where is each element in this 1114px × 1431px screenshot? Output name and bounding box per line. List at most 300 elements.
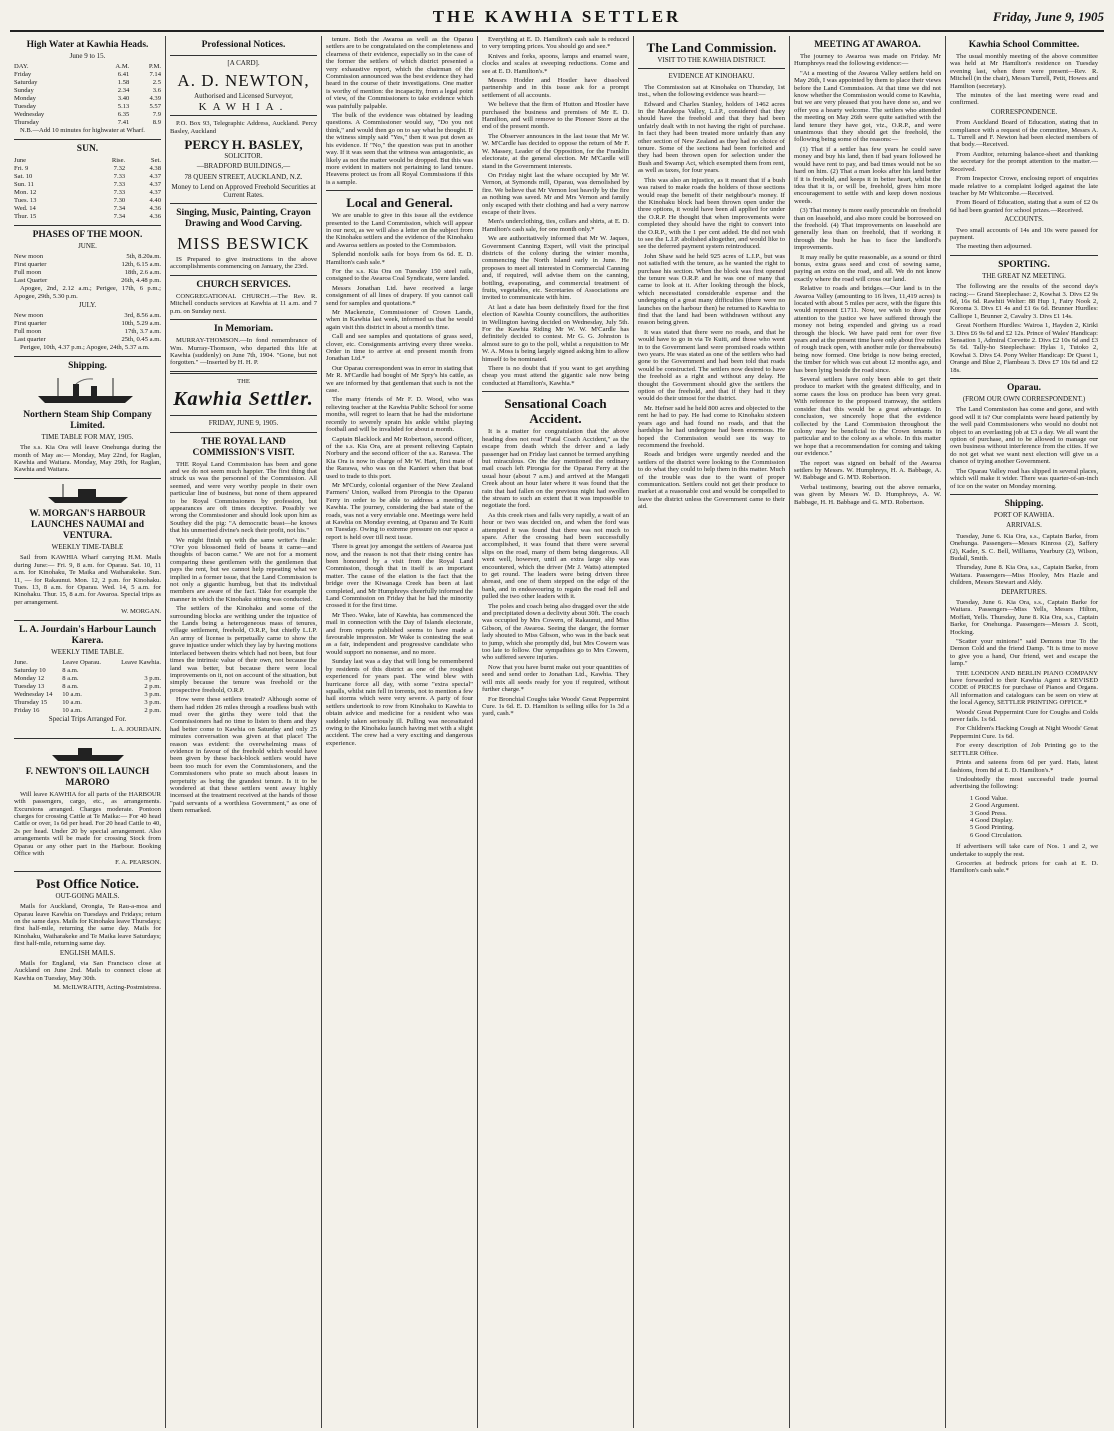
sun-rise: 7.33 [113,188,126,196]
tide-am: 2.34 [117,87,130,95]
jourdain-day: Wednesday 14 [14,690,53,698]
tide-day: Wednesday [14,111,45,119]
news-item: Sunday last was a day that will long be remembered by residents of this district as one of the roughest experienced for years past. The wind blew with hurricane force all day, with some "extra special" squalls, whilst rain fell in torrents, not to mention a few hail storms which were very severe. A party of four settlers undertook to row from Kinohaku to Kawhia to obtain advice and medicine for a resident who was suddenly taken seriously ill. Pulling was necessitated owing to the Kinohaku launch having met with a slight accident. The crew had a very exciting and dangerous experience. [326,658,473,747]
list-item: 4 Good Display. [970,816,1013,824]
article-paragraph: The meeting then adjourned. [956,243,1032,251]
jourdain-leave-kawhia: 2 p.m. [144,682,161,690]
article-paragraph: The usual monthly meeting of the above committee was held at Mr Hamilton's residence on Tuesday evening last, when there were present—Rev. R. Mitchell (in the chair), Messrs Turrell, Petit, Howes and Hamilton (secretary). [950,53,1098,90]
table-row [14,213,161,221]
oparau-heading: Oparau. [1006,383,1042,394]
sun-date: Sat. 10 [14,172,33,180]
article-paragraph: Verbal testimony, bearing out the above remarks, was given by Messrs W. D. Humphreys, A. W. Babbage, H. H. Babbage and G. M'D. Robertson. [794,483,941,506]
divider [14,225,161,226]
kinohaku-evidence-heading: EVIDENCE AT KINOHAKU. [668,72,755,81]
tide-pm: 7.9 [152,111,161,119]
basley-address: P.O. Box 93, Telegraphic Address, Auckland. Percy Basley, Auckland [170,120,317,135]
table-row [14,691,161,699]
jourdain-header-row [14,659,161,667]
divider [14,871,161,872]
table-row [14,189,161,197]
jourdain-leave-oparau: 8 a.m. [62,682,79,690]
tide-am: 1.58 [117,79,130,87]
jourdain-day: Saturday 10 [14,666,46,674]
table-row [14,675,161,683]
moon-july-note: Perigee, 10th, 4.37 p.m.; Apogee, 24th, 5.37 a.m. [20,344,150,352]
dateline: FRIDAY, JUNE 9, 1905. [208,419,279,428]
post-office-signature: M. McILWRAITH, Acting-Postmistress. [53,984,161,992]
news-item: Mr M'Curdy, colonial organiser of the New Zealand Farmers' Union, walked from Pirongia to the Oparau Ferry in order to be able to address a meeting at Kawhia. The journey, considering the bad state of the roads, was not a very enviable one. Meetings were held at Kawhia on Monday evening, at Oparau and Te Kuiti on Tuesday. Owing to extreme pressure on our space a report is held over till next issue. [326,481,473,541]
jourdain-day: Thursday 15 [14,698,48,706]
article-paragraph: Relative to roads and bridges.—Our land is in the Awaroa Valley (amounting to 16 lives, 11,419 acres) is located with about 5 miles per acre, with the figure this would represent £1711. Now, we wish to draw your attention to the justice we have suffered through the money not being expended and giving us a road through the block. We have paid rent for over five years and at the present time have only about five miles of rough track open, with another mile (or thereabouts) being now formed. One bridge is now being erected, the timber for which was cut about 12 months ago, and has been lying beside the road since. [794,285,941,374]
nameplate: Kawhia Settler. [173,388,314,411]
tide-am: 7.41 [117,119,130,127]
advertising-list [950,795,1098,839]
news-item: For Bronchial Coughs take Woods' Great Peppermint Cure. 1s 6d. E. D. Hamilton is selling silks for 1s 3d a yard, cash.* [482,695,629,718]
moon-heading: PHASES OF THE MOON. [32,229,143,240]
jourdain-signature: L. A. JOURDAIN. [111,726,161,734]
article-paragraph: The report was signed on behalf of the Awaroa settlers by Messrs. W. Humphreys, H. A. Babbage, A. W. Babbage and G. M'D. Robertson. [794,459,941,482]
divider [14,738,161,739]
article-paragraph: Edward and Charles Stanley, holders of 1462 acres in the Marakopa Valley, L.I.P., considered that they should have the freehold and that they had been unfairly dealt with in not having the right of purchase. In fact they had been treated more unfairly than any other section of New Zealand as they had no choice of tenure. Some of the sections had been forfeited and they had been thrown open for selection under the Bush and Swamp Act, which exempted them from rent, as well as taxes, for four years. [638,100,785,175]
list-item: 6 Good Circulation. [970,831,1023,839]
sun-date: Sun. 11 [14,180,34,188]
local-general-heading: Local and General. [346,195,453,211]
advertisement: If advertisers will take care of Nos. 1 and 2, we undertake to supply the rest. [950,843,1098,858]
sun-table [14,157,161,221]
article-paragraph: The Land Commission has come and gone, and with good will it is? Our complaints were heard patiently by the well paid Commissioners who would no doubt not object to an everlasting job at £3 a day. We all want the option of purchase, and to be allowed to manage our own business without interference from the cities. If we do not get what we want next election will give us a chance of trying another Government. [950,406,1098,466]
advertisement: For Children's Hacking Cough at Night Woods' Great Peppermint Cure. 1s 6d. [950,725,1098,740]
launch-icon [43,483,133,505]
nss-body: The s.s. Kia Ora will leave Onehunga during the month of May as:— Monday, May 22nd, for Raglan, Kawhia and Waitara. Monday, May 29th, for Raglan, Kawhia and Waitara. [14,444,161,474]
tide-am: 6.35 [117,111,130,119]
article-paragraph: From Board of Education, stating that a sum of £2 0s 6d had been granted for school prizes.—Received. [950,199,1098,214]
newton-role: Authorised and Licensed Surveyor, [194,92,293,101]
moon-june-label: JUNE. [78,241,97,250]
column-4 [478,36,634,1428]
correspondence-heading: CORRESPONDENCE. [990,107,1058,116]
sun-rise: 7.34 [113,212,126,220]
article-paragraph: From Auckland Board of Education, stating that in compliance with a request of the committee, Messrs A. L. Turrell and F. Newton had been elected members of that body.—Received. [950,119,1098,149]
basley-role: SOLICITOR. [224,152,263,161]
newton-launch-body: Will leave KAWHIA for all parts of the HARBOUR with passengers, cargo, etc., as arrangements. Excursions arranged. Charges moderate. Pontoon charges for crossing Cattle at Te Maika:— For 40 head Cattle or over, 1s 6d per head. For 20 head Cattle to 40, 2s per head. Under 20 by special arrangement. Also arrangements will be made for crossing Stock from Oparau or any other part in the Harbour. Booking Office with [14,790,161,857]
memoriam-body: MURRAY-THOMSON.—In fond remembrance of Wm. Murray-Thomson, who departed this life at Kawhia (suddenly) on June 7th, 1904. "Gone, but not forgotten." —Inserted by H. H. P. [170,337,317,367]
moon-phase: Last Quarter [14,277,48,285]
table-row [14,205,161,213]
article-paragraph: From Inspector Crowe, enclosing report of enquiries made relative to a complaint lodged against the late teacher by Mr Whitcombe.—Received. [950,175,1098,197]
tide-col-pm: P.M. [148,63,161,71]
list-item: 2 Good Argument. [970,802,1020,810]
tide-am: 3.40 [117,95,130,103]
table-row [14,699,161,707]
tide-table [14,63,161,127]
column-6 [790,36,946,1428]
post-office-subheading: OUT-GOING MAILS. [55,891,120,900]
masthead-title: THE KAWHIA SETTLER [432,7,682,26]
table-row [14,683,161,691]
newton-launch-heading: F. NEWTON'S OIL LAUNCH MARORO [25,766,150,788]
news-item: There is no doubt that if you want to get anything cheap you must attend the gigantic sale now being conducted at Hamilton's, Kawhia.* [482,365,629,387]
news-item: At last a date has been definitely fixed for the first election of Kawhia County councillors, the authorities in Wellington having decided on Wednesday, July 5th. For the Kawhia Riding Mr W. W. M'Cardle has definitely decided to contest. Mr G. G. Johnston is almost sure to go to the poll, whilst a requisition to Mr W. A. Moss is being largely signed asking him to allow himself to be nominated. [482,303,629,363]
table-row [14,87,161,95]
card-label: [A CARD]. [227,59,260,67]
tide-am: 6.41 [117,71,130,79]
article-paragraph: Thursday, June 8. Kia Ora, s.s., Captain Barke, from Waitara. Passengers—Miss Hooley, Mrs Hazle and children, Messrs Stewart and Aldy. [950,564,1098,587]
advertisement: Undoubtedly the most successful trade journal advertising the following: [950,775,1098,791]
article-paragraph: John Shaw said he held 925 acres of L.I.P., but was not satisfied with the tenure, as he wanted the right to purchase his section. When the block was first opened the tenure was O.R.P. and he was one of many that came to look at it. After looking through the block, which necessitated considerable expense and the undergoing of a great many difficulties (there were no launches on the harbour then) he returned to Kawhia to find that the land had been withdrawn without any reason being given. [638,252,785,327]
news-item: On Friday night last the whare occupied by Mr W. Vernon, at Symonds mill, Oparau, was demolished by fire. We believe that Mr Vernon lost heavily by the fire as nothing was saved. Mr and Mrs Vernon and family only escaped with their clothing and had a very narrow escape of their lives. [482,171,629,216]
sun-heading: SUN. [76,143,99,154]
moon-phase: Full moon [14,269,42,277]
news-item: We are unable to give in this issue all the evidence presented to the Land Commission, which will appear in our next, as we will also a letter on the subject from the Kinohaku settlers and the evidence of the Kinohaku and Awaroa settlers as posted to the Commission. [326,212,473,249]
professional-notices-heading: Professional Notices. [201,40,286,50]
news-item: Mr Mackenzie, Commissioner of Crown Lands, when in Kawhia last week, informed us that he would again visit this district in about a month's time. [326,309,473,331]
shipping-news-heading: Shipping. [1004,498,1044,509]
moon-phase: New moon [14,312,44,320]
oil-launch-icon [48,743,128,763]
post-office-heading: Post Office Notice. [36,875,139,891]
article-paragraph: Roads and bridges were urgently needed and the settlers of the district were looking to the Commission to do what they could to help them in this matter. Much of the trouble was due to the want of proper communication. Settlers could not get their produce to market at a reasonable cost and would be compelled to leave the district unless the Government came to their aid. [638,451,785,511]
tide-pm: 2.5 [152,79,161,87]
news-item: Men's underclothing, ties, collars and shirts, at E. D. Hamilton's cash sale, for one month only.* [482,218,629,233]
beswick-body: IS Prepared to give instructions in the above accomplishments commencing on January, the 23rd. [170,256,317,271]
tide-heading: High Water at Kawhia Heads. [26,40,149,50]
divider [950,378,1098,379]
tide-day: Tuesday [14,103,37,111]
church-heading: CHURCH SERVICES. [196,279,291,290]
jourdain-col: June. [14,658,28,666]
article-paragraph: As this creek rises and falls very rapidly, a wait of an hour or two was decided on, and when the ford was attempted it was found that there was not much to spare. After the crossing had been successfully accomplished, it was found that there were several slips on the road, many of them being dangerous. All went well, however, until an extra large slip was encountered, which the driver (Mr J. Watts) attempted to get round. The leaders were being driven three abreast, and one of them stepped on the edge of the bank, and in endeavouring to regain the road fell and pulled the two other leaders with it. [482,511,629,601]
table-row [14,269,161,277]
nameplate-the: THE [237,377,250,385]
sun-header-row [14,157,161,165]
list-item: 5 Good Printing. [970,824,1015,832]
moon-time: 26th, 4.48 p.m. [121,277,161,285]
moon-time: 17th, 3.7 a.m. [124,328,161,336]
table-row [14,79,161,87]
divider [14,478,161,479]
post-office-body: Mails for Auckland, Orongia, Te Rau-a-moa and Oparau leave Kawhia on Tuesdays and Fridays; return on the same days. Mails for Kinohaku leave Thursdays; first half-mile, returning the same day. Mails for Kinohaku, Waiharakeke and Te Maika leave Saturdays; first half-mile, returning same day. [14,903,161,948]
english-mails-body: Mails for England, via San Francisco close at Auckland on June 2nd. Mails to connect close at Kawhia on Tuesday, May 30th. [14,960,161,982]
news-item: Our Oparau correspondent was in error in stating that Mr R. M'Cardle had bought of Mr Spry's his cattle, as we are informed by that gentleman that such is not the case. [326,364,473,395]
jourdain-leave-kawhia: 3 p.m. [144,690,161,698]
column-5 [634,36,790,1428]
masthead [10,4,1104,32]
tide-pm: 7.14 [149,71,161,79]
divider [170,55,317,56]
divider [638,68,785,69]
table-row [14,95,161,103]
divider [170,415,317,416]
advertisement: Woods' Great Peppermint Cure for Coughs and Colds never fails. 1s 6d. [950,708,1098,724]
table-row [14,328,161,336]
leader-paragraph: We might finish up with the same writer's finale: "O'er you blossomed field of beans it came—and thoughts of bacon came." We are not for a moment comparing these gentlemen with the gentlemen that pays the rent, but we cannot help repeating what we implied in a former issue, that the Land Commission is not only a gigantic humbug, but that its individual members are aware of the fact. Take for example the manner in which the Kinohaku sitting was conducted. [170,536,317,603]
sun-col-rise: Rise. [111,156,126,164]
awaroa-meeting-heading: MEETING AT AWAROA. [814,40,921,50]
article-paragraph: It was stated that there were no roads, and that he would have to go in via Te Kuiti, and those who went in to the Government land were promised roads within two years. He was stated as one of the settlers who had gone to the Government and had been told that roads would be constructed. The settlers now desired to have the freehold as a right and without any delay. He thought the Government should give the settlers the option of the freehold, and that if they had it they would do their utmost for the district. [638,328,785,403]
jourdain-leave-oparau: 8 a.m. [62,674,79,682]
moon-phase: First quarter [14,320,47,328]
newton-name: A. D. NEWTON, [177,71,310,91]
table-row [14,173,161,181]
jourdain-leave-oparau: 10 a.m. [62,698,82,706]
divider [170,275,317,276]
sun-set: 4.40 [149,196,161,204]
article-paragraph: (3) That money is more easily procurable on freehold than on leasehold, and also more could be borrowed on the freehold. (4) That improvements on leasehold are generally less than on freehold, that if working it through the bush he has to face the landlord's improvements. [794,207,941,252]
article-paragraph: Tuesday, June 6. Kia Ora, s.s., Captain Barke, from Onehunga. Passengers—Messrs Kinross (2), Saffery (2), Kader, S. C. Bell, Williams, Yearbury (2), Wilson, Budall, Smith. [950,532,1098,562]
sun-rise: 7.33 [113,172,126,180]
moon-time: 12th, 6.15 a.m. [121,261,161,269]
morgan-signature: W. MORGAN. [121,608,161,616]
article-paragraph: The journey to Awaroa was made on Friday. Mr Humphreys read the following evidence:— [794,53,941,68]
advertisement: Prints and sateens from 6d per yard. Hats, latest fashions, from 8d at E. D. Hamilton's.* [950,759,1098,774]
article-paragraph: It is a matter for congratulation that the above heading does not read "Fatal Coach Accident," as the escape from death which the driver and a lady passenger had on Friday last cannot be termed anything but miraculous. On the day mentioned the ordinary mail coach left Pirongia for the Oparau Ferry at the usual hour (about 7 a.m.) and arrived at the Mangati Creek about an hour later where it was found that the rain that had fallen on the previous night had swollen the stream to such an extent that it was impossible to negotiate the ford. [482,428,629,510]
newton-launch-signature: F. A. PEARSON. [115,859,161,867]
moon-time: 5th, 8.20a.m. [126,253,161,261]
jourdain-day: Monday 12 [14,674,45,682]
tide-am: 5.13 [117,103,130,111]
table-row [14,320,161,328]
news-item: Mr Theo. Wake, late of Kawhia, has commenced the mail in connection with the Day of Islands electorate, and from reports published seems to have made a favourable impression. Mr Wake is contesting the seat as a fair, independent and progressive candidate who would support no nonsense, and no more. [326,611,473,656]
list-item: 3 Good Press. [970,809,1007,817]
arrivals-heading: ARRIVALS. [1006,521,1042,530]
table-row [14,312,161,320]
divider [950,255,1098,256]
beswick-card [170,234,317,254]
news-item: There is great joy amongst the settlers of Awaroa just now, and the reason is not that their rising centre has been honoured by a visit from the Royal Land Commission, though that in itself is an important matter. The cause of the elation is the fact that the bridge over the Kiwanaga Creek has been at last completed, and Mr Humphreys cheerfully informed the Land Commission on Friday that he had the minority crossed it for the first time. [326,543,473,610]
table-row [14,197,161,205]
article-paragraph: "At a meeting of the Awaroa Valley settlers held on May 26th, I was appointed by them to place their views before the Land Commission. At that time we did not know whether the Commission would come to Kawhia, but we are very pleased that you have done so, and we offer you a hearty welcome. The settlers who attended the meeting on May 26th were quite satisfied with the land tenure they have got, viz., O.R.P., and were unanimous that they should get the freehold, the following being some of the reasons:— [794,69,941,144]
table-row [14,165,161,173]
sun-set: 4.38 [149,164,161,172]
news-item: For the s.s. Kia Ora on Tuesday 150 steel rails, consigned to the Awaroa Coal Syndicate, were landed. [326,267,473,283]
column-2 [166,36,322,1428]
news-item: Messrs Jonathan Ltd. have received a large consignment of all lines of drapery. If you cannot call send for samples and quotations.* [326,284,473,307]
news-item: We believe that the firm of Hutton and Hostler have purchased the business and premises of Mr E. D. Hamilton, and will remove to the Pioneer Store at the end of the present month. [482,101,629,131]
tide-header-row [14,63,161,71]
sun-rise: 7.33 [113,180,126,188]
article-paragraph: From Auditor, returning balance-sheet and thanking the secretary for the prompt attention to the matter.—Received. [950,150,1098,173]
moon-june-note: Apogee, 2nd, 2.12 a.m.; Perigee, 17th, 6 p.m.; Apogee, 29th, 5.30 p.m. [14,285,161,300]
tide-pm: 8.9 [152,119,161,127]
moon-time: 18th, 2.6 a.m. [124,269,161,277]
table-row [14,111,161,119]
sun-rise: 7.30 [113,196,126,204]
jourdain-day: Friday 16 [14,706,40,714]
leader-continued: The bulk of the evidence was obtained by leading questions. A Commissioner would say, "Do you not think," and would then go on to say what he thought. If the witness simply said "Yes," then it was put down as his evidence. If "No," the question was put in another way. If it was seen that the witness was antagonistic, as likely as not the matter would be dropped. But this was more evident in matters not pertaining to land tenure. Heavens protect us from all Royal Commissions if this is a sample. [326,112,473,186]
tide-pm: 4.39 [149,95,161,103]
jourdain-leave-oparau: 8 a.m. [62,666,79,674]
morgan-subheading: WEEKLY TIME-TABLE [51,542,124,551]
leader-continued: tenure. Both the Awaroa as well as the Oparau settlers are to be congratulated on the completeness and clearness of their evidence, especially so in the case of the former the settlers of which district presented a very exhaustive report, which the chairman of the Commission announced was the best evidence they had heard in the course of their investigations. One matter is worthy of mention: the incapacity, from a legal point of view, of the Commissioners to take evidence which was painfully palpable. [326,36,473,110]
newton-card [170,60,317,111]
article-paragraph: Two small accounts of 14s and 10s were passed for payment. [950,226,1098,241]
sun-date: Fri. 9 [14,164,29,172]
oparau-subheading: (FROM OUR OWN CORRESPONDENT.) [962,395,1086,404]
jourdain-subheading: WEEKLY TIME TABLE. [51,647,124,656]
basley-name: PERCY H. BASLEY, [184,137,303,153]
divider [14,620,161,621]
divider [170,203,317,204]
english-mails-heading: ENGLISH MAILS. [59,948,116,957]
article-paragraph: It may really be quite reasonable, as a sound or third bonus, extra grass seed and cost of sowing same, paying an extra on the road, and all. We do not know exactly where the road will cross our land. [794,253,941,283]
masthead-date: Friday, June 9, 1905 [992,9,1104,24]
jourdain-note: Special Trips Arranged For. [48,714,127,723]
table-row [14,667,161,675]
jourdain-col: Leave Kawhia. [121,658,161,666]
sun-set: 4.36 [149,212,161,220]
moon-phase: Full moon [14,328,42,336]
news-item: Captain Blacklock and Mr Robertson, second officer, of the s.s. Kia Ora, are at present relieving Captain Norbury and the second officer of the s.s. Rarawa. The Kia Ora is now in charge of Mr W. Hart, first mate of the Rarawa, who was on the Kanieri when that boat used to trade to this port. [326,435,473,480]
jourdain-leave-kawhia: 2 p.m. [144,706,161,714]
tide-day: Thursday [14,119,39,127]
table-row [14,71,161,79]
jourdain-leave-oparau: 10 a.m. [62,690,82,698]
sun-set: 4.37 [149,172,161,180]
sporting-subheading: THE GREAT NZ MEETING. [982,271,1066,280]
tide-day: Monday [14,95,36,103]
table-row [14,181,161,189]
news-item: Messrs Hodder and Hostler have dissolved partnership and in this issue ask for a prompt settlement of all accounts. [482,77,629,99]
steamship-icon [33,376,143,406]
jourdain-leave-kawhia: 3 p.m. [144,674,161,682]
basley-card [170,137,317,199]
moon-phase: New moon [14,253,44,261]
table-row [14,277,161,285]
shipping-heading: Shipping. [68,360,107,371]
land-commission-subheading: VISIT TO THE KAWHIA DISTRICT. [657,56,766,64]
article-paragraph: "Scatter your minions!" said Demons true To the Demon Cold and the friend Damp. "It is time to move to give you a hand, Our friend, wet and escape the lamp." [950,638,1098,668]
departures-heading: DEPARTURES. [1001,587,1047,596]
divider [14,139,161,140]
sun-date: Thur. 15 [14,212,37,220]
morgan-body: Sail from KAWHIA Wharf carrying H.M. Mails during June:— Fri. 9, 8 a.m. for Oparau. Sat. 10, 11 a.m. for Kinohaku, Te Maika and Waiharakeke. Sun. 11, — for Rakaunui. Mon. 12, 2 p.m. for Kinohaku. Tues. 13, 8 a.m. for Oparau. Wed. 14, 5 a.m. for Kinohaku. Thur. 15, 8 a.m. for Awaroa. Special trips as per arrangement. [14,554,161,606]
column-3 [322,36,478,1428]
moon-time: 25th, 0.45 a.m. [121,336,161,344]
news-item: Now that you have burnt make out your quantities of seed and send order to Jonathan Ltd., Kawhia. They will mix all seeds ready for you if required, without further charge.* [482,663,629,694]
basley-building: —BRADFORD BUILDINGS,— [196,162,291,171]
advertisement: THE LONDON AND BERLIN PIANO COMPANY have forwarded to their Kawhia Agent a REVISED CODE of PRICES for purchase of Pianos and Organs. All information and catalogues can be seen on view at the local Agency, SETTLER PRINTING OFFICE.* [950,669,1098,707]
accounts-heading: ACCOUNTS. [1004,215,1044,224]
advertisement: Groceries at bedrock prices for cash at E. D. Hamilton's cash sale.* [950,859,1098,875]
moon-time: 10th, 5.29 a.m. [121,320,161,328]
column-1 [10,36,166,1428]
news-item: The many friends of Mr F. D. Wood, who was relieving teacher at the Kawhia Public School for some months, will regret to learn that he had the misfortune recently to severely sprain his ankle whilst playing football and will be invalided for about a month. [326,396,473,434]
sun-rise: 7.34 [113,204,126,212]
tide-day: Sunday [14,87,34,95]
divider [14,356,161,357]
basley-note: Money to Lend on Approved Freehold Securities at Current Rates. [171,183,316,199]
newton-place: KAWHIA. [198,100,289,113]
article-paragraph: The following are the results of the second day's racing:— Grand Steeplechase: 2, Kowhai 3. Divs £2 9s 6d, 16s 6d. Rawhiti Welter: 88 Hup 1, Fairy Nook 2, Koroma 3. Divs £1 4s and £1 6s 6d. Brunner Hurdles: Calliope 1, Brunner 2, Cavalry 3. Divs £1 14s. [950,283,1098,320]
sun-col-set: Set. [150,156,161,164]
article-paragraph: Tuesday, June 6. Kia Ora, s.s., Captain Barke for Waitara. Passengers—Miss Yells, Messrs Hilton, Moffatt, Yells. Thursday, June 8. Kia Ora, s.s., Captain Barke, for Onehunga. Passengers—Messrs J. Scott, Hocking. [950,598,1098,636]
moon-time: 3rd, 8.56 a.m. [124,312,161,320]
leader-paragraph: THE Royal Land Commission has been and gone and we do not seem much happier. The first thing that struck us was the personnel of the Commission. All seemed, and were very worthy people in their own particular line of business, but none of them appeared to be Royal Commissioners by profession, but appearances are oft times deceptive. Possibly we wrong the Commissioner and should look upon him as Southey did the pig: "A democratic beast—he knows that his unmerited divine's neck their profit, not his." [170,460,317,535]
leader-paragraph: The settlers of the Kinohaku and some of the surrounding blocks are writhing under the injustice of the Lands being a heterogeneous mass of tenures, village settlement, freehold, O.R.P., but chiefly L.I.P. An army of license is perpetually came to show the grave injustice under which they lay by having motions interlaced between theirs which had not been, but four times the intrinsic value of their own, not because the land was better, but because there were local improvements on it, not on account of the situation, but simply because the tenure was freehold or the prospective freehold, O.R.P. [170,605,317,694]
tide-day: Saturday [14,79,38,87]
moon-phase: Last quarter [14,336,46,344]
article-paragraph: The minutes of the last meeting were read and confirmed. [950,92,1098,107]
table-row [14,253,161,261]
jourdain-table [14,659,161,715]
church-body: CONGREGATIONAL CHURCH.—The Rev. R. Mitchell conducts services at Kawhia at 11 a.m. and 7 p.m. on Sunday next. [170,292,317,315]
column-7 [946,36,1102,1428]
tide-note: N.B.—Add 10 minutes for highwater at Wharf. [20,127,145,135]
sun-set: 4.37 [149,188,161,196]
divider [482,391,629,392]
moon-june-table [14,253,161,285]
beswick-name: MISS BESWICK [177,234,310,254]
tide-pm: 3.6 [152,87,161,95]
columns [10,36,1104,1428]
news-item: Knives and forks, spoons, lamps and enamel ware, clocks and scales at sweeping reductions. Come and see at E. D. Hamilton's.* [482,52,629,75]
divider [950,494,1098,495]
article-paragraph: The Oparau Valley road has slipped in several places, which will make it wider. There was quarter-of-an-inch of ice on the water on Monday morning. [950,467,1098,490]
jourdain-day: Tuesday 13 [14,682,45,690]
list-item: 1 Good Value. [970,794,1008,802]
news-item: Call and see samples and quotations of grass seed, clover, etc. Consignments arriving every three weeks. Order in time to arrive at end present month from Jonathan Ltd.* [326,333,473,363]
sporting-heading: SPORTING. [998,259,1050,270]
article-paragraph: Great Northern Hurdles: Wairoa 1, Hayden 2, Kiriki 3. Divs £6 9s 6d and £2 12s. Prince of Wales' Handicap: Sensation 1, Admiral Corvette 2. Divs £2 10s 6d and £3 5s 6d. Tally-ho Steeplechase: Hylas 1, Tutoko 2, Kowhai 3. Divs £4. Pony Welter Handicap: Dr Quest 1, Orange and Blue 2, Flambeau 3. Divs £7 10s 6d and £2 18s. [950,322,1098,374]
sun-date: Wed. 14 [14,204,36,212]
divider [170,432,317,433]
sun-date: Tues. 13 [14,196,37,204]
tide-col-day: DAY. [14,63,29,71]
news-item: Everything at E. D. Hamilton's cash sale is reduced to very tempting prices. You should go and see.* [482,36,629,51]
school-committee-heading: Kawhia School Committee. [968,40,1080,50]
jourdain-leave-kawhia: 3 p.m. [144,698,161,706]
sun-rise: 7.32 [113,164,126,172]
table-row [14,707,161,715]
port-heading: PORT OF KAWHIA. [993,510,1055,519]
article-paragraph: Mr. Hefner said he held 800 acres and objected to the rent he had to pay. He had come to Kinohaku sixteen years ago and had found no roads, and that the hardships he had undergone had been enormous. He hoped the Commission would see its way to recommend the freehold. [638,404,785,449]
moon-july-label: JULY. [78,301,97,310]
jourdain-heading: L. A. Jourdain's Harbour Launch Karera. [18,624,157,646]
jourdain-leave-oparau: 10 a.m. [62,706,82,714]
table-row [14,336,161,344]
tide-subheading: June 9 to 15. [69,52,106,60]
tide-day: Friday [14,71,32,79]
coach-accident-heading: Sensational Coach Accident. [504,396,607,427]
table-row [14,103,161,111]
memoriam-heading: In Memoriam. [213,324,274,335]
jourdain-col: Leave Oparau. [62,658,102,666]
jourdain-leave-kawhia [111,667,161,675]
table-row [14,261,161,269]
nss-timetable-heading: TIME TABLE FOR MAY, 1905. [41,432,134,441]
news-item: We are authoritatively informed that Mr W. Jaques, Government Canning Expert, will visit the principal districts of the colony during the winter months, commencing the North Island early in June. He proposes to meet all interested in Commercial Canning and, if required, will advise them on the canning, bottling, evaporating, and commercial treatment of fruits, vegetables, etc. Secretaries of Associations are invited to communicate with him. [482,235,629,302]
table-row [14,119,161,127]
sun-set: 4.37 [149,180,161,188]
tide-col-am: A.M. [115,63,130,71]
article-paragraph: (1) That if a settler has few years he could save money and buy his land, then if bad years followed he would have rent to pay, and bad times would not be so hard on him. (2) That a man looks after his land better if it is freehold, and keeps it in better heart, whilst the idea that it is, or will be, freehold, gives him more encouragement to settle with and keep down noxious weeds. [794,145,941,205]
leader-paragraph: How were these settlers treated? Although some of them had ridden 26 miles through a roadless bush with mud over the girths they were told that the Commissioners had no time to listen to them and they had better come to Kawhia on Saturday and only 25 minutes conversation was given at that place! The reason was evident: the overwhelming mass of evidence in favour of the freehold which would have been given by these back-block settlers would have been too much for even the Commissioners, and the Commissioners who prate so much about leases in perpetuity as being the grandest tenure. Is it to be wondered at that these settlers went away highly incensed at the treatment received at the hands of those "paid servants of a worthless Government," as one of them remarked. [170,696,317,815]
sun-col-date: June [14,156,27,164]
news-item: Splendid nonfolk sails for boys from 6s 6d. E. D. Hamilton's cash sale.* [326,251,473,266]
tide-pm: 5.57 [149,103,161,111]
divider [170,319,317,320]
news-item: The Observer announces in the last issue that Mr W. W. M'Cardle has decided to oppose the return of Mr F. W. Massey, Leader of the Opposition, for the Franklin electorate, at the general election. Mr M'Cardle will stand in the Government interests. [482,132,629,170]
moon-july-table [14,312,161,344]
article-paragraph: Several settlers have only been able to get their produce to market with the greatest difficulty, and in some cases the loss on produce has been very great. With reference to the proposed tramway, the settlers consider that this would be a great advantage. In conclusion, we sincerely hope that the evidence collected by the Land Commission throughout the colony may be beneficial to the Crown tenants in particular and to the colony as a whole. In this matter we hope that a recommendation for coming and taking our evidence." [794,376,941,458]
singing-heading: Singing, Music, Painting, Crayon Drawing and Wood Carving. [176,208,311,230]
land-commission-heading: The Land Commission. [646,40,777,55]
divider [170,371,317,374]
article-paragraph: This was also an injustice, as it meant that if a bush was raised to make roads the holders of those sections would reap the benefit of their neighbour's money. If the Kinohaku block had been thrown open under the three options, it would have been all applied for under the O.R.P. He thought that when improvements were completed they should have the right to convert into the O.R.P., with the 1 per cent added. He did not wish to see the L.I.P. abolished altogether, and would like to see the deferred payment system reintroduced. [638,176,785,251]
nss-heading: Northern Steam Ship Company Limited. [23,409,152,431]
moon-phase: First quarter [14,261,47,269]
divider [326,190,473,191]
